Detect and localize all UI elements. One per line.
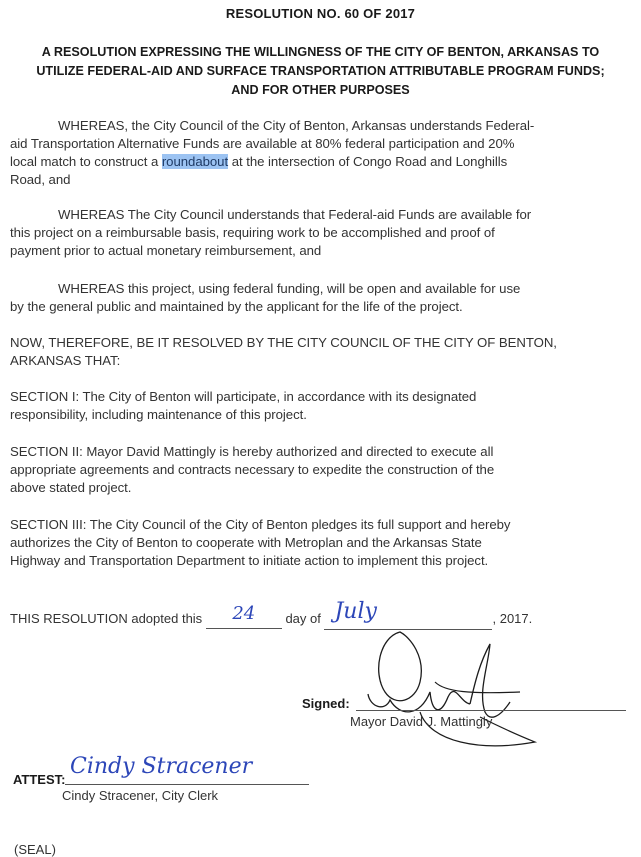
signed-label: Signed: (302, 696, 350, 711)
mayor-name: Mayor David J. Mattingly (350, 714, 493, 729)
whereas-paragraph-1 (10, 117, 635, 189)
text-run: at the intersection of Congo Road and Longhills (228, 154, 508, 169)
paragraph-line: WHEREAS this project, using federal funding, will be open and available for use (58, 281, 521, 296)
section-1 (10, 388, 635, 424)
adopted-suffix: , 2017. (492, 611, 533, 626)
day-handwritten: 24 (232, 603, 256, 624)
section-2 (10, 443, 635, 497)
paragraph-line: this project on a reimbursable basis, requiring work to be accomplished and proof of (10, 225, 495, 240)
signature-line (356, 710, 626, 711)
resolution-heading (10, 43, 631, 100)
paragraph-line: appropriate agreements and contracts necessary to expedite the construction of the (10, 462, 495, 477)
clerk-handwritten-signature: Cindy Stracener (70, 754, 253, 779)
paragraph-line: aid Transportation Alternative Funds are available at 80% federal participation and 20% (10, 136, 515, 151)
paragraph-line: payment prior to actual monetary reimbursement, and (10, 243, 322, 258)
highlighted-word[interactable]: roundabout (161, 154, 229, 169)
paragraph-line: WHEREAS The City Council understands that Federal-aid Funds are available for (58, 207, 532, 222)
now-therefore-paragraph (10, 334, 635, 370)
whereas-paragraph-2 (10, 206, 635, 260)
paragraph-line: SECTION I: The City of Benton will participate, in accordance with its designated (10, 389, 477, 404)
paragraph-line: Highway and Transportation Department to initiate action to implement this project. (10, 553, 489, 568)
heading-line: AND FOR OTHER PURPOSES (231, 83, 410, 97)
heading-line: A RESOLUTION EXPRESSING THE WILLINGNESS OF THE CITY OF BENTON, ARKANSAS TO (41, 45, 600, 59)
signed-block (302, 696, 350, 711)
attest-signature-line (65, 784, 309, 785)
seal-label: (SEAL) (14, 842, 56, 857)
month-handwritten: July (334, 599, 377, 624)
section-3 (10, 516, 635, 570)
mayor-signature-scribble (360, 622, 550, 752)
heading-line: UTILIZE FEDERAL-AID AND SURFACE TRANSPORTATION ATTRIBUTABLE PROGRAM FUNDS; (36, 64, 605, 78)
text-run: local match to construct a (10, 154, 162, 169)
paragraph-line: ARKANSAS THAT: (10, 353, 121, 368)
paragraph-line: Road, and (10, 172, 71, 187)
paragraph-line: WHEREAS, the City Council of the City of Benton, Arkansas understands Federal- (58, 118, 535, 133)
whereas-paragraph-3 (10, 280, 635, 316)
paragraph-line (10, 153, 635, 171)
clerk-name: Cindy Stracener, City Clerk (62, 788, 219, 803)
resolution-title: RESOLUTION NO. 60 OF 2017 (225, 6, 416, 21)
paragraph-line: authorizes the City of Benton to cooperate with Metroplan and the Arkansas State (10, 535, 482, 550)
paragraph-line: above stated project. (10, 480, 132, 495)
day-blank (206, 603, 282, 629)
paragraph-line: responsibility, including maintenance of this project. (10, 407, 307, 422)
paragraph-line: SECTION II: Mayor David Mattingly is hereby authorized and directed to execute all (10, 444, 494, 459)
paragraph-line: NOW, THEREFORE, BE IT RESOLVED BY THE CITY COUNCIL OF THE CITY OF BENTON, (10, 335, 557, 350)
attest-label: ATTEST: (13, 772, 66, 787)
adopted-middle: day of (285, 611, 321, 626)
paragraph-line: SECTION III: The City Council of the City of Benton pledges its full support and hereby (10, 517, 511, 532)
paragraph-line: by the general public and maintained by the applicant for the life of the project. (10, 299, 463, 314)
adopted-prefix: THIS RESOLUTION adopted this (10, 611, 203, 626)
